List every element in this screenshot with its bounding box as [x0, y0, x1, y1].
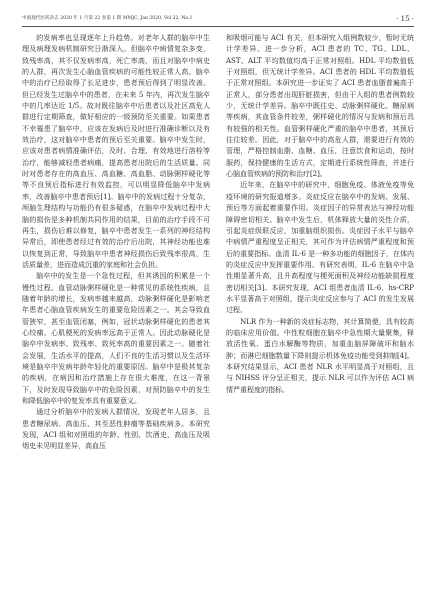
page-number: · 15 · — [396, 15, 414, 23]
journal-citation: 中国现代医药杂志 2020 年 1 月第 22 卷第 1 期 MMJC, Jan 2020, Vol 22, No.1 — [22, 16, 193, 21]
running-header — [22, 14, 414, 24]
paragraph: 近年来，在脑卒中的研究中，细胞免疫、体液免疫等免疫环境的研究报道增多。炎症反应在脑卒中的发病、发展、预后等方面起着重要作用。炎症因子的异常表达与神经功能障碍密切相关。脑卒中发生后，机体释放大量的炎性介质，引起炎症级联反应，加重脑组织损伤。炎症因子水平与脑卒中病情严重程度呈正相关，其可作为评估病情严重程度和预后的重要指标。血清 IL-6 是一种多功能的细胞因子，在体内的炎症反应中发挥重要作用。有研究表明，IL-6 在脑卒中急性期显著升高，且升高程度与梗死面积及神经功能缺损程度密切相关[3]。本研究发现，ACI 组患者血清 IL-6、hs-CRP 水平显著高于对照组，提示炎症反应参与了 ACI 的发生发展过程。 — [226, 180, 414, 315]
left-column — [22, 32, 210, 452]
paragraph: 通过分析脑卒中的发病人群情况，发现老年人居多，且患者糖尿病、高血压、其至恶性肿瘤等基础疾病多。本研究发现，ACI 组和对照组的年龄、性别、饮酒史、高血压及吸烟史未见明显差异，高血压 — [22, 407, 210, 451]
paragraph: 和吸烟可能与 ACI 有关，但本研究入组例数较少，暂时无统计学差异。进一步分析，ACI 患者的 TC、TG、LDL、AST、ALT 平均数值均高于正常对照组。HDL 平均数值低于对照组，但无统计学差异。ACI 患者的 HDL 平均数值低于正常对照组。本研究进一步证实了 ACI 患者血脂普遍高于正常人，部分患者出现肝脏损害，但由于入组的患者例数较少，无统计学差异。脑卒中既往史、动脉粥样硬化、糖尿病等疾病，其血管条件较差，粥样硬化的情况与发病和预后具有较强的相关性。血管粥样硬化严重的脑卒中患者，其预后往往较差。因此，对于脑卒中的高危人群，需要进行有效的管理，严格控制血脂、血糖、血压，注意饮食和运动，按时服药，保持健康的生活方式，定期进行系统性筛查，并进行心脑血管疾病的预防和治疗[2]。 — [226, 33, 414, 179]
paragraph: NLR 作为一种新的炎症标志物，其计算简便，具有较高的临床应用价值。中性粒细胞在脑卒中急性期大量聚集，释放活性氧、蛋白水解酶等物质，加重血脑屏障破坏和脑水肿；而淋巴细胞数量下降则提示机体免疫功能受到抑制[4]。本研究结果显示，ACI 患者 NLR 水平明显高于对照组，且与 NIHSS 评分呈正相关，提示 NLR 可以作为评估 ACI 病情严重程度的指标。 — [226, 316, 414, 394]
paragraph: 脑卒中的发生是一个急性过程，但其诱因的积累是一个慢性过程。血管动脉粥样硬化是一种常见的系统性疾病，且随着年龄的增长，发病率越来越高，动脉粥样硬化是影响老年患者心脑血管疾病发生的重要危险因素之一。其会导致血管狭窄，甚至血管闭塞，例如，冠状动脉粥样硬化的患者其心绞痛、心肌梗死的发病率远高于正常人。因此动脉硬化是脑卒中发病率、致残率、致死率高的重要因素之一。随着社会发展，生活水平的提高，人们不良的生活习惯以及生活环境是脑卒中发病年龄年轻化的重要原因。脑卒中是极其复杂的疾病，在病因和治疗措施上存在很大难度，在这一背景下，及时发现导致脑卒中的危险因素，对预防脑卒中的发生和降低脑卒中的复发率具有重要意义。 — [22, 271, 210, 405]
header-rule — [22, 26, 414, 27]
right-column — [226, 32, 414, 395]
paragraph: 的发病率也呈现逐年上升趋势。对老年人群的脑卒中生理及病理发病机制研究日渐深入。但脑卒中病情复杂多变，致残率高，其不仅发病率高，死亡率高，而且对脑卒中病史的人群，再次发生心脑血管疾病的可能性较正常人高。脑卒中的治疗已经取得了长足进步，患者预后得到了明显改善。但已经发生过脑卒中的患者，在未来 5 年内，再次发生脑卒中的几率达近 1/5。故对既往脑卒中后患者以及社区高危人群进行定期筛查，做好相应的一级预防至关重要。如果患者不幸罹患了脑卒中，应该在发病后及时进行准确诊断以及有效治疗，这对脑卒中患者的预后至关重要。脑卒中发生时，应该对患者病情准确评估，及时、合理、有效地进行溶栓等治疗，能够减轻患者病痛，提高患者出院后的生活质量。同时对患者存在的高血压、高血糖、高血脂、动脉粥样硬化等等不良预后指标进行有效监控，可以明显降低脑卒中发病率，改善脑卒中患者预后[1]。脑卒中的发病过程十分复杂，颅脑生理结构与功能仍有很多疑惑，在脑卒中发病过程中大脑的损伤是多种机制共同作用的结果，目前的治疗手段不可再生，损伤后难以修复，脑卒中患者发生一系列的神经结构异常后，即使患者经过有效的治疗后出院，其神经功能也难以恢复到正常，导致脑卒中患者神经损伤后致残率很高，生活质量差，进而造成沉重的家庭和社会负担。 — [22, 33, 210, 269]
